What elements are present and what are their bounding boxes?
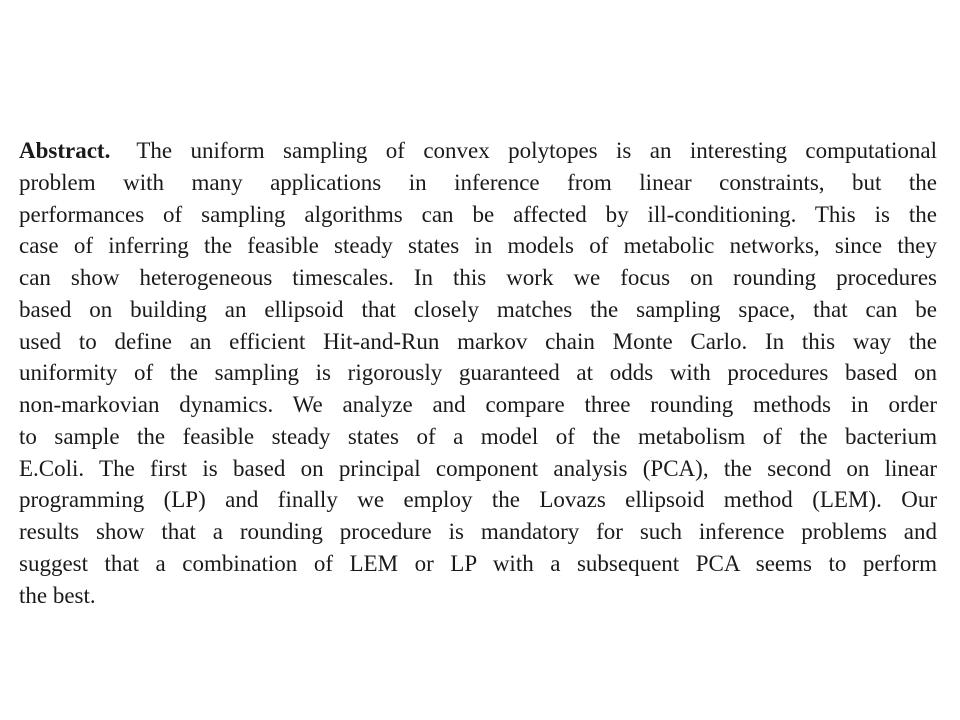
abstract-line-2: problem with many applications in inference from linear constraints, but the xyxy=(19,169,937,195)
abstract-line-15: the best. xyxy=(19,582,96,608)
abstract-line-4: case of inferring the feasible steady states in models of metabolic networks, since they xyxy=(19,233,937,259)
abstract-line-6: based on building an ellipsoid that closely matches the sampling space, that can be xyxy=(19,296,937,322)
abstract-line-12: programming (LP) and finally we employ the Lovazs ellipsoid method (LEM). Our xyxy=(19,487,937,513)
abstract-line-10: to sample the feasible steady states of a model of the metabolism of the bacterium xyxy=(19,423,937,449)
abstract-line-1 xyxy=(19,135,937,167)
abstract-text: The uniform sampling of convex polytopes is an interesting computational xyxy=(136,138,937,163)
abstract-line-14: suggest that a combination of LEM or LP with a subsequent PCA seems to perform xyxy=(19,550,937,576)
abstract-heading: Abstract. xyxy=(19,138,111,163)
abstract-line-8: uniformity of the sampling is rigorously guaranteed at odds with procedures based on xyxy=(19,360,937,386)
abstract-block xyxy=(19,135,937,611)
abstract-line-5: can show heterogeneous timescales. In this work we focus on rounding procedures xyxy=(19,265,937,290)
abstract-line-9: non-markovian dynamics. We analyze and compare three rounding methods in order xyxy=(19,392,937,417)
abstract-line-7: used to define an efficient Hit-and-Run markov chain Monte Carlo. In this way the xyxy=(19,328,937,354)
abstract-line-3: performances of sampling algorithms can be affected by ill-conditioning. This is the xyxy=(19,201,937,227)
abstract-line-13: results show that a rounding procedure is mandatory for such inference problems and xyxy=(19,519,937,544)
abstract-line-11: E.Coli. The first is based on principal component analysis (PCA), the second on linear xyxy=(19,455,937,481)
